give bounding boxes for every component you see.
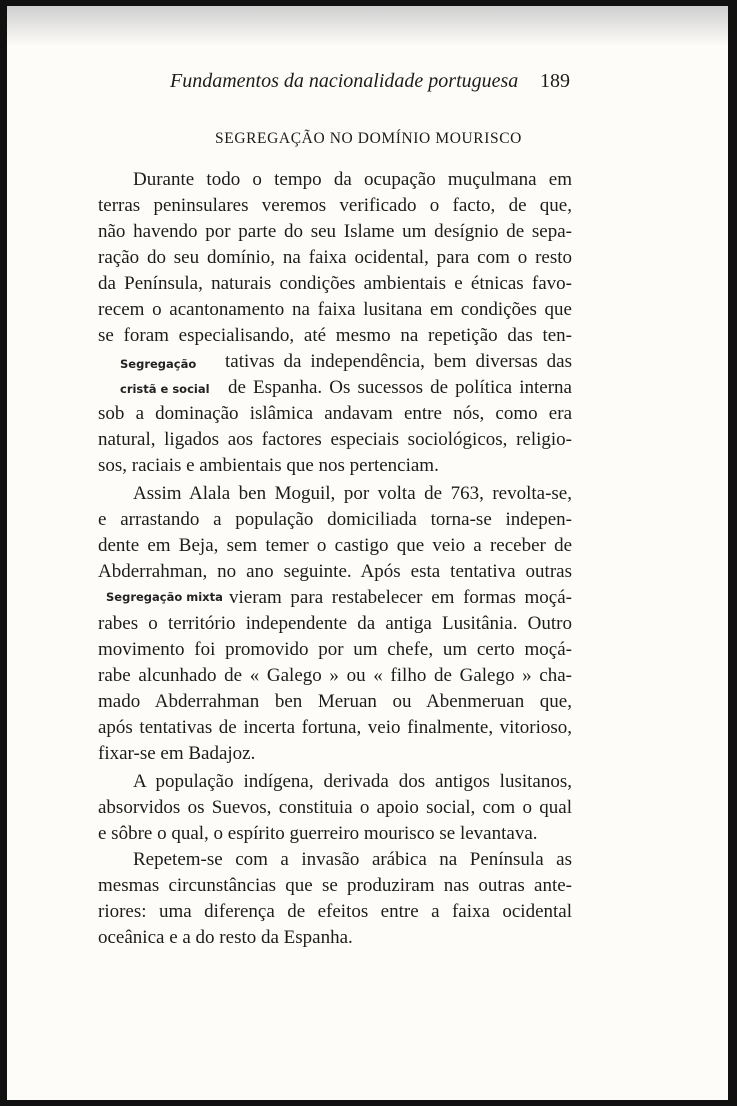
scan-shadow <box>7 6 728 46</box>
text-line: vieram para restabelecer em formas moçá- <box>229 587 572 608</box>
text-line: riores: uma diferença de efeitos entre a faixa ocidental <box>98 901 572 922</box>
margin-note-mixta: Segregação mixta <box>106 590 223 604</box>
text-line: ração do seu domínio, na faixa ocidental, para com o resto <box>98 247 572 268</box>
text-line: e arrastando a população domiciliada torna-se indepen- <box>98 509 572 530</box>
text-line: mado Abderrahman ben Meruan ou Abenmeruan que, <box>98 691 572 712</box>
text-line: oceânica e a do resto da Espanha. <box>98 927 353 948</box>
text-line: se foram especialisando, até mesmo na repetição das ten- <box>98 325 572 346</box>
text-line: fixar-se em Badajoz. <box>98 743 256 764</box>
text-line: natural, ligados aos factores especiais sociológicos, religio- <box>98 429 572 450</box>
text-line: Assim Alala ben Moguil, por volta de 763, revolta-se, <box>133 483 572 504</box>
text-line: sos, raciais e ambientais que nos pertenciam. <box>98 455 439 476</box>
text-line: movimento foi promovido por um chefe, um certo moçá- <box>98 639 572 660</box>
text-line: Abderrahman, no ano seguinte. Após esta tentativa outras <box>98 561 572 582</box>
text-line: terras peninsulares veremos verificado o facto, de que, <box>98 195 572 216</box>
text-line: não havendo por parte do seu Islame um desígnio de sepa- <box>98 221 572 242</box>
text-line: tativas da independência, bem diversas das <box>225 351 572 372</box>
text-line: de Espanha. Os sucessos de política interna <box>228 377 572 398</box>
section-title: SEGREGAÇÃO NO DOMÍNIO MOURISCO <box>215 130 522 147</box>
running-header <box>170 70 570 100</box>
text-line: recem o acantonamento na faixa lusitana em condições que <box>98 299 572 320</box>
page-number: 189 <box>540 70 570 92</box>
text-line: absorvidos os Suevos, constituia o apoio social, com o qual <box>98 797 572 818</box>
text-line: sob a dominação islâmica andavam entre nós, como era <box>98 403 572 424</box>
text-line: após tentativas de incerta fortuna, veio finalmente, vitorioso, <box>98 717 572 738</box>
margin-note-segregacao: Segregação <box>120 357 197 371</box>
text-line: A população indígena, derivada dos antigos lusitanos, <box>133 771 572 792</box>
text-line: Durante todo o tempo da ocupação muçulmana em <box>133 169 572 190</box>
text-line: mesmas circunstâncias que se produziram nas outras ante- <box>98 875 572 896</box>
text-line: e sôbre o qual, o espírito guerreiro mourisco se levantava. <box>98 823 538 844</box>
text-line: da Península, naturais condições ambientais e étnicas favo- <box>98 273 572 294</box>
text-line: rabe alcunhado de « Galego » ou « filho de Galego » cha- <box>98 665 572 686</box>
margin-note-crista-social: cristã e social <box>120 382 210 396</box>
text-line: rabes o território independente da antiga Lusitânia. Outro <box>98 613 572 634</box>
running-title: Fundamentos da nacionalidade portuguesa <box>170 70 519 92</box>
text-line: Repetem-se com a invasão arábica na Península as <box>133 849 572 870</box>
text-line: dente em Beja, sem temer o castigo que veio a receber de <box>98 535 572 556</box>
